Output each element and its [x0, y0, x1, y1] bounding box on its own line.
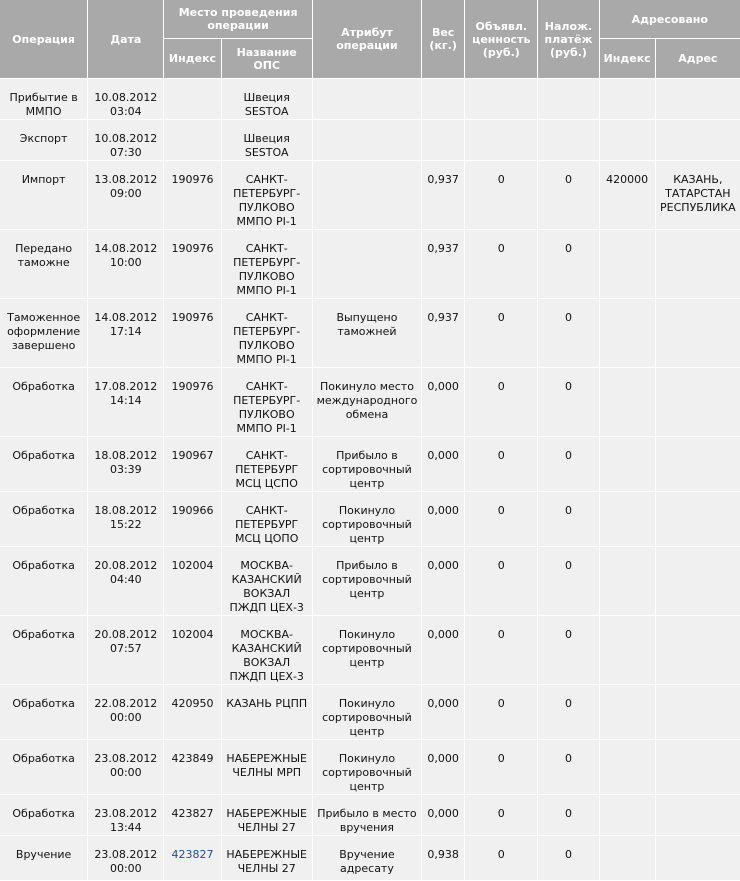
header-place-name: Название ОПС [222, 39, 312, 78]
address-cell [656, 437, 740, 491]
ops-name-cell: САНКТ-ПЕТЕРБУРГ МСЦ ЦСПО [222, 437, 312, 491]
declared-value-cell: 0 [465, 685, 537, 739]
date-cell: 14.08.2012 10:00 [88, 230, 163, 298]
declared-value-cell: 0 [465, 547, 537, 615]
index-cell [164, 79, 220, 119]
index-cell: 190976 [164, 368, 220, 436]
operation-cell: Обработка [0, 368, 87, 436]
operation-cell: Импорт [0, 161, 87, 229]
declared-value-cell: 0 [465, 299, 537, 367]
index-cell: 102004 [164, 547, 220, 615]
table-body [0, 79, 740, 880]
cod-cell: 0 [538, 616, 598, 684]
attribute-cell: Выпущено таможней [313, 299, 421, 367]
weight-cell: 0,937 [422, 299, 464, 367]
cod-cell: 0 [538, 740, 598, 794]
weight-cell: 0,000 [422, 616, 464, 684]
address-cell [656, 685, 740, 739]
weight-cell: 0,000 [422, 437, 464, 491]
date-cell: 23.08.2012 13:44 [88, 795, 163, 835]
table-row [0, 437, 740, 491]
address-cell [656, 299, 740, 367]
index-cell: 190976 [164, 299, 220, 367]
date-cell: 17.08.2012 14:14 [88, 368, 163, 436]
operation-cell: Обработка [0, 437, 87, 491]
ops-name-cell: САНКТ-ПЕТЕРБУРГ-ПУЛКОВО ММПО PI-1 [222, 230, 312, 298]
addr-index-cell [600, 547, 655, 615]
address-cell [656, 368, 740, 436]
addr-index-cell [600, 230, 655, 298]
weight-cell [422, 120, 464, 160]
declared-value-cell [465, 120, 537, 160]
table-row [0, 299, 740, 367]
table-row [0, 740, 740, 794]
date-cell: 23.08.2012 00:00 [88, 740, 163, 794]
index-cell: 190967 [164, 437, 220, 491]
index-cell [164, 836, 220, 880]
declared-value-cell: 0 [465, 230, 537, 298]
ops-name-cell: МОСКВА-КАЗАНСКИЙ ВОКЗАЛ ПЖДП ЦЕХ-3 [222, 547, 312, 615]
cod-cell: 0 [538, 161, 598, 229]
addr-index-cell [600, 120, 655, 160]
attribute-cell: Прибыло в сортировочный центр [313, 437, 421, 491]
declared-value-cell: 0 [465, 437, 537, 491]
table-row [0, 616, 740, 684]
date-cell: 23.08.2012 00:00 [88, 836, 163, 880]
weight-cell: 0,000 [422, 492, 464, 546]
ops-name-cell: Швеция SESTOA [222, 120, 312, 160]
weight-cell: 0,000 [422, 740, 464, 794]
attribute-cell [313, 161, 421, 229]
declared-value-cell: 0 [465, 795, 537, 835]
attribute-cell [313, 120, 421, 160]
date-cell: 13.08.2012 09:00 [88, 161, 163, 229]
date-cell: 14.08.2012 17:14 [88, 299, 163, 367]
ops-name-cell: Швеция SESTOA [222, 79, 312, 119]
address-cell [656, 120, 740, 160]
index-cell: 190976 [164, 230, 220, 298]
operation-cell: Вручение [0, 836, 87, 880]
date-cell: 22.08.2012 00:00 [88, 685, 163, 739]
table-row [0, 79, 740, 119]
addr-index-cell [600, 492, 655, 546]
address-cell: КАЗАНЬ, ТАТАРСТАН РЕСПУБЛИКА [656, 161, 740, 229]
date-cell: 20.08.2012 07:57 [88, 616, 163, 684]
ops-name-cell: НАБЕРЕЖНЫЕ ЧЕЛНЫ 27 [222, 795, 312, 835]
ops-name-cell: КАЗАНЬ РЦПП [222, 685, 312, 739]
table-row [0, 836, 740, 880]
ops-name-cell: САНКТ-ПЕТЕРБУРГ-ПУЛКОВО ММПО PI-1 [222, 368, 312, 436]
table-row [0, 161, 740, 229]
declared-value-cell: 0 [465, 740, 537, 794]
table-row [0, 230, 740, 298]
table-row [0, 120, 740, 160]
attribute-cell: Покинуло сортировочный центр [313, 616, 421, 684]
table-row [0, 795, 740, 835]
cod-cell: 0 [538, 795, 598, 835]
addr-index-cell [600, 740, 655, 794]
operation-cell: Обработка [0, 795, 87, 835]
addr-index-cell [600, 685, 655, 739]
header-addr-index: Индекс [600, 39, 655, 78]
ops-name-cell: САНКТ-ПЕТЕРБУРГ-ПУЛКОВО ММПО PI-1 [222, 161, 312, 229]
ops-name-cell: САНКТ-ПЕТЕРБУРГ-ПУЛКОВО ММПО PI-1 [222, 299, 312, 367]
ops-name-cell: НАБЕРЕЖНЫЕ ЧЕЛНЫ МРП [222, 740, 312, 794]
attribute-cell [313, 230, 421, 298]
address-cell [656, 836, 740, 880]
declared-value-cell: 0 [465, 616, 537, 684]
table-row [0, 547, 740, 615]
addr-index-cell: 420000 [600, 161, 655, 229]
index-cell: 423849 [164, 740, 220, 794]
weight-cell: 0,938 [422, 836, 464, 880]
date-cell: 18.08.2012 03:39 [88, 437, 163, 491]
weight-cell: 0,000 [422, 795, 464, 835]
cod-cell: 0 [538, 836, 598, 880]
date-cell: 10.08.2012 03:04 [88, 79, 163, 119]
operation-cell: Обработка [0, 740, 87, 794]
weight-cell [422, 79, 464, 119]
header-addr-address: Адрес [656, 39, 740, 78]
addr-index-cell [600, 437, 655, 491]
cod-cell: 0 [538, 547, 598, 615]
index-cell: 423827 [164, 795, 220, 835]
cod-cell: 0 [538, 437, 598, 491]
header-addressed-group: Адресовано [600, 0, 740, 38]
header-cod: Налож. платёж (руб.) [538, 0, 598, 78]
attribute-cell [313, 79, 421, 119]
addr-index-cell [600, 79, 655, 119]
ops-name-cell: САНКТ-ПЕТЕРБУРГ МСЦ ЦОПО [222, 492, 312, 546]
address-cell [656, 230, 740, 298]
weight-cell: 0,000 [422, 685, 464, 739]
header-date: Дата [88, 0, 163, 78]
addr-index-cell [600, 795, 655, 835]
declared-value-cell: 0 [465, 836, 537, 880]
date-cell: 20.08.2012 04:40 [88, 547, 163, 615]
operation-cell: Обработка [0, 492, 87, 546]
operation-cell: Экспорт [0, 120, 87, 160]
declared-value-cell: 0 [465, 368, 537, 436]
header-attribute: Атрибут операции [313, 0, 421, 78]
attribute-cell: Покинуло сортировочный центр [313, 685, 421, 739]
address-cell [656, 492, 740, 546]
attribute-cell: Покинуло сортировочный центр [313, 492, 421, 546]
date-cell: 18.08.2012 15:22 [88, 492, 163, 546]
address-cell [656, 616, 740, 684]
address-cell [656, 795, 740, 835]
weight-cell: 0,000 [422, 547, 464, 615]
address-cell [656, 79, 740, 119]
header-place-index: Индекс [164, 39, 220, 78]
cod-cell: 0 [538, 685, 598, 739]
index-cell [164, 120, 220, 160]
ops-name-cell: НАБЕРЕЖНЫЕ ЧЕЛНЫ 27 [222, 836, 312, 880]
operation-cell: Прибытие в ММПО [0, 79, 87, 119]
addr-index-cell [600, 299, 655, 367]
address-cell [656, 740, 740, 794]
index-link[interactable]: 423827 [171, 848, 214, 861]
declared-value-cell: 0 [465, 161, 537, 229]
cod-cell: 0 [538, 299, 598, 367]
header-place-group: Место проведения операции [164, 0, 311, 38]
attribute-cell: Прибыло в место вручения [313, 795, 421, 835]
index-cell: 420950 [164, 685, 220, 739]
cod-cell: 0 [538, 230, 598, 298]
weight-cell: 0,937 [422, 230, 464, 298]
cod-cell [538, 120, 598, 160]
ops-name-cell: МОСКВА-КАЗАНСКИЙ ВОКЗАЛ ПЖДП ЦЕХ-3 [222, 616, 312, 684]
table-row [0, 492, 740, 546]
addr-index-cell [600, 616, 655, 684]
operation-cell: Передано таможне [0, 230, 87, 298]
attribute-cell: Вручение адресату [313, 836, 421, 880]
declared-value-cell [465, 79, 537, 119]
cod-cell: 0 [538, 368, 598, 436]
cod-cell [538, 79, 598, 119]
header-weight: Вес (кг.) [422, 0, 464, 78]
weight-cell: 0,937 [422, 161, 464, 229]
operation-cell: Таможенное оформление завершено [0, 299, 87, 367]
header-declared-value: Объявл. ценность (руб.) [465, 0, 537, 78]
attribute-cell: Покинуло сортировочный центр [313, 740, 421, 794]
attribute-cell: Покинуло место международного обмена [313, 368, 421, 436]
header-operation: Операция [0, 0, 87, 78]
operation-cell: Обработка [0, 616, 87, 684]
index-cell: 102004 [164, 616, 220, 684]
date-cell: 10.08.2012 07:30 [88, 120, 163, 160]
attribute-cell: Прибыло в сортировочный центр [313, 547, 421, 615]
addr-index-cell [600, 368, 655, 436]
address-cell [656, 547, 740, 615]
declared-value-cell: 0 [465, 492, 537, 546]
index-cell: 190976 [164, 161, 220, 229]
table-row [0, 685, 740, 739]
table-row [0, 368, 740, 436]
weight-cell: 0,000 [422, 368, 464, 436]
operation-cell: Обработка [0, 685, 87, 739]
operation-cell: Обработка [0, 547, 87, 615]
addr-index-cell [600, 836, 655, 880]
index-cell: 190966 [164, 492, 220, 546]
cod-cell: 0 [538, 492, 598, 546]
